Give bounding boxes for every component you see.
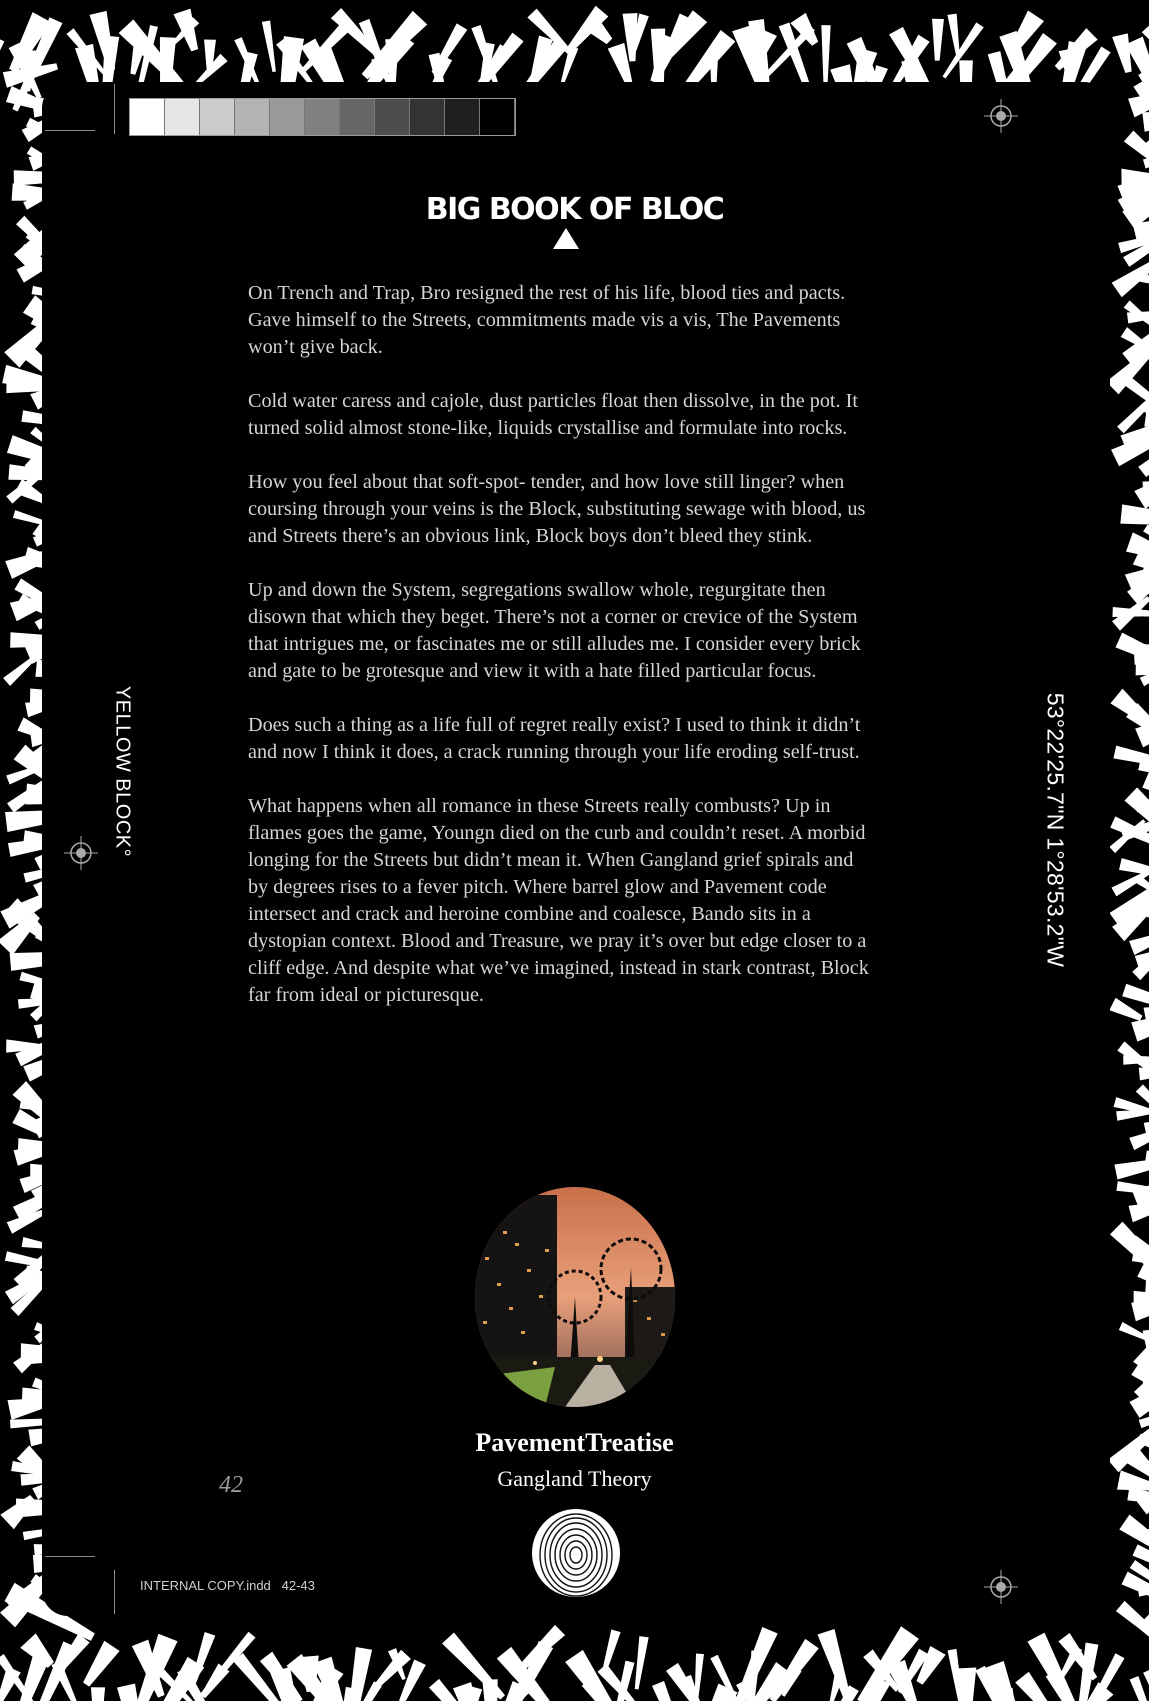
crop-mark bbox=[114, 1570, 115, 1614]
body-text bbox=[248, 280, 878, 1036]
paragraph: What happens when all romance in these Streets really combusts? Up in flames goes the game, Youngn died on the curb and couldn’t reset. A morbid longing for the Streets but didn’t mean it. When Gangland grief spirals and by degrees rises to a fever pitch. Where barrel glow and Pavement code intersect and crack and heroine combine and coalesce, Bando sits in a dystopian context. Blood and Treasure, we pray it’s over but edge closer to a cliff edge. And despite what we’ve imagined, instead in stark contrast, Block far from ideal or picturesque. bbox=[248, 795, 869, 1006]
registration-mark-icon bbox=[64, 836, 98, 870]
grunge-stroke bbox=[482, 1679, 497, 1701]
registration-mark-icon bbox=[984, 99, 1018, 133]
crop-mark bbox=[45, 130, 95, 131]
color-swatch bbox=[270, 99, 305, 135]
page-number: 42 bbox=[219, 1472, 243, 1498]
triangle-icon bbox=[553, 228, 579, 249]
color-swatch bbox=[130, 99, 165, 135]
paragraph: Does such a thing as a life full of regret really exist? I used to think it didn’t and now I think it does, a crack running through your life eroding self-trust. bbox=[248, 714, 861, 763]
paragraph: How you feel about that soft-spot- tender, and how love still linger? when coursing through your veins is the Block, substituting sewage with blood, us and Streets there’s an obvious link, Block boys don’t bleed they stink. bbox=[248, 471, 866, 547]
grunge-stroke bbox=[91, 1687, 105, 1701]
color-swatch bbox=[165, 99, 200, 135]
fingerprint-icon bbox=[531, 1508, 621, 1598]
color-swatch bbox=[410, 99, 445, 135]
crop-mark bbox=[45, 1556, 95, 1557]
color-swatch bbox=[235, 99, 270, 135]
grunge-stroke bbox=[1136, 661, 1149, 676]
color-swatch bbox=[340, 99, 375, 135]
coordinates-label: 53°22'25.7"N 1°28'53.2"W bbox=[1042, 692, 1069, 968]
paragraph: Cold water caress and cajole, dust particles float then dissolve, in the pot. It turned solid almost stone-like, liquids crystallise and formulate into rocks. bbox=[248, 390, 858, 439]
grunge-stroke bbox=[1139, 1068, 1149, 1081]
paragraph: Up and down the System, segregations swallow whole, regurgitate then disown that which they beget. There’s not a corner or crevice of the System that intrigues me, or fascinates me or still alludes me. I consider every brick and gate to be grotesque and view it with a hate filled particular focus. bbox=[248, 579, 861, 682]
side-label-left: YELLOW BLOCK° bbox=[111, 685, 134, 858]
color-swatch bbox=[445, 99, 480, 135]
paragraph: On Trench and Trap, Bro resigned the rest of his life, blood ties and pacts. Gave himself to the Streets, commitments made vis a vis, The Pavements won’t give back. bbox=[248, 282, 846, 358]
book-title: BIG BOOK OF BLOC bbox=[425, 192, 724, 227]
footer-title: PavementTreatise bbox=[475, 1428, 674, 1457]
color-swatch bbox=[480, 99, 515, 135]
registration-mark-icon bbox=[984, 1570, 1018, 1604]
street-photo bbox=[475, 1187, 675, 1407]
color-swatch bbox=[305, 99, 340, 135]
crop-mark bbox=[114, 84, 115, 134]
color-swatch bbox=[200, 99, 235, 135]
footer-subtitle: Gangland Theory bbox=[497, 1466, 652, 1491]
color-calibration-swatches bbox=[129, 98, 516, 136]
color-swatch bbox=[375, 99, 410, 135]
print-slug: INTERNAL COPY.indd 42-43 bbox=[140, 1578, 315, 1593]
